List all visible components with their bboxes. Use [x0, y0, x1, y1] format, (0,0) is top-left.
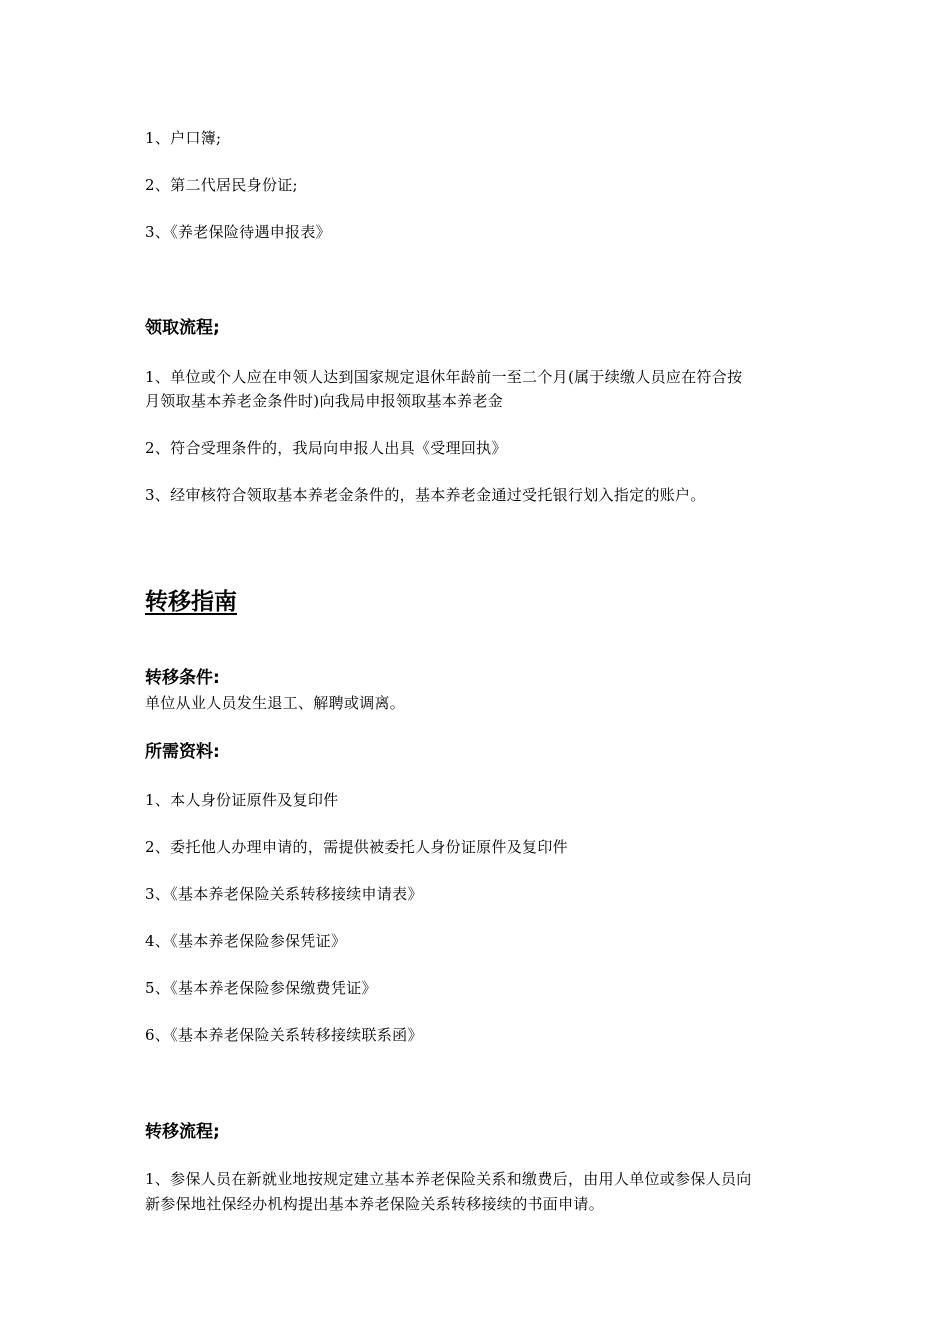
material-item-1: 1、户口簿; — [145, 129, 222, 147]
claim-process-heading: 领取流程; — [145, 318, 220, 338]
transfer-material-6: 6、《基本养老保险关系转移接续联系函》 — [145, 1026, 423, 1044]
transfer-material-2: 2、委托他人办理申请的，需提供被委托人身份证原件及复印件 — [145, 838, 568, 856]
claim-step-3: 3、经审核符合领取基本养老金条件的，基本养老金通过受托银行划入指定的账户。 — [145, 486, 706, 504]
transfer-material-4: 4、《基本养老保险参保凭证》 — [145, 932, 347, 950]
claim-step-1-line-1: 1、单位或个人应在申领人达到国家规定退休年龄前一至二个月(属于续缴人员应在符合按 — [145, 368, 743, 386]
transfer-guide-title: 转移指南 — [145, 589, 237, 615]
transfer-material-1: 1、本人身份证原件及复印件 — [145, 791, 339, 809]
transfer-material-5: 5、《基本养老保险参保缴费凭证》 — [145, 979, 377, 997]
transfer-material-3: 3、《基本养老保险关系转移接续申请表》 — [145, 885, 423, 903]
material-item-2: 2、第二代居民身份证; — [145, 176, 298, 194]
transfer-conditions-heading: 转移条件: — [145, 668, 220, 688]
claim-step-2: 2、符合受理条件的，我局向申报人出具《受理回执》 — [145, 439, 507, 457]
transfer-process-heading: 转移流程; — [145, 1122, 220, 1142]
transfer-step-1-line-2: 新参保地社保经办机构提出基本养老保险关系转移接续的书面申请。 — [145, 1195, 605, 1213]
transfer-materials-heading: 所需资料: — [145, 742, 220, 762]
transfer-conditions-text: 单位从业人员发生退工、解聘或调离。 — [145, 694, 406, 712]
transfer-step-1-line-1: 1、参保人员在新就业地按规定建立基本养老保险关系和缴费后，由用人单位或参保人员向 — [145, 1170, 752, 1188]
material-item-3: 3、《养老保险待遇申报表》 — [145, 223, 331, 241]
claim-step-1-line-2: 月领取基本养老金条件时)向我局申报领取基本养老金 — [145, 392, 504, 410]
